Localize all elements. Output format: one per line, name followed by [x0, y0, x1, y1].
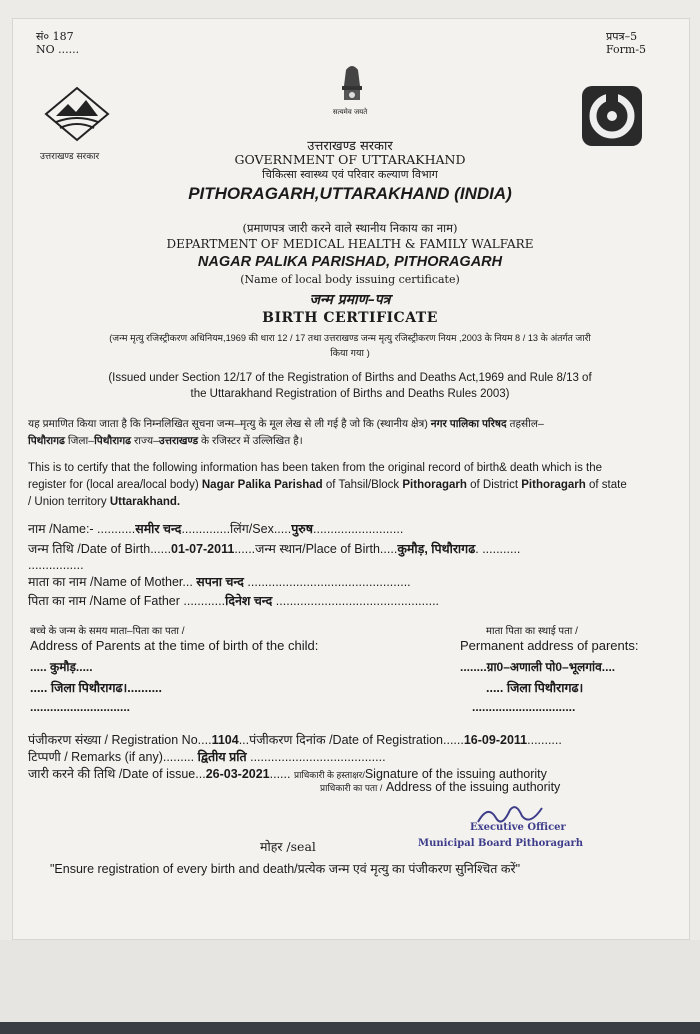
addr-birth-line3: .............................. — [30, 700, 131, 714]
form-number-hi: प्रपत्र–5 — [606, 30, 638, 43]
bottom-margin — [0, 940, 700, 1022]
certify-en-tahsil-value: Pithoragarh — [402, 479, 467, 491]
father-trail: ............................................... — [275, 594, 440, 608]
issuer-caption-hi: (प्रमाणपत्र जारी करने वाले स्थानीय निकाय का नाम) — [242, 221, 458, 235]
certify-en-state-label: of state — [589, 479, 627, 491]
reg-no-value: 1104 — [211, 733, 239, 747]
name-value: समीर चन्द — [135, 522, 182, 536]
dob-label: जन्म तिथि /Date of Birth...... — [28, 542, 172, 556]
certify-hi-state-label: राज्य– — [133, 435, 159, 447]
certify-en-district-value: Pithoragarh — [521, 479, 586, 491]
seal-label: मोहर /seal — [260, 839, 316, 854]
addr-birth-label-hi: बच्चे के जन्म के समय माता–पिता का पता / — [30, 626, 185, 637]
state-logo-caption: उत्तराखण्ड सरकार — [40, 152, 100, 162]
govt-name-hi: उत्तराखण्ड सरकार — [307, 139, 393, 154]
certify-en-local-value: Nagar Palika Parishad — [201, 479, 323, 491]
addr-perm-line2: ..... जिला पिथौरागढ। — [486, 681, 584, 695]
certify-en-local-label: register for (local area/local body) — [28, 479, 199, 491]
certify-en-district-label: of District — [470, 479, 519, 491]
act-reference-en-line2: the Uttarakhand Registration of Births and Deaths Rules 2003) — [190, 388, 510, 400]
signature-label-en: Signature of the issuing authority — [364, 767, 547, 781]
reg-date-trail: .......... — [527, 733, 562, 747]
stamp-line-2: Municipal Board Pithoragarh — [418, 838, 584, 849]
dept-name-hi: चिकित्सा स्वास्थ्य एवं परिवार कल्याण विभाग — [262, 168, 438, 181]
certify-hi-tahsil: तहसील– — [509, 418, 544, 430]
certify-en-ut-label: / Union territory — [28, 496, 107, 508]
dob-place-row — [28, 540, 520, 557]
authority-address-en: Address of the issuing authority — [385, 780, 561, 794]
mother-value: सपना चन्द — [196, 575, 244, 589]
stamp-line-1: Executive Officer — [470, 822, 566, 833]
certify-en-line1: This is to certify that the following information has been taken from the original record of birth& death which is the — [28, 462, 603, 474]
name-label: नाम /Name:- ........... — [28, 522, 136, 536]
act-reference-hi-line2: किया गया ) — [330, 348, 370, 359]
issue-value: 26-03-2021 — [205, 767, 270, 781]
father-value: दिनेश चन्द — [225, 594, 273, 608]
signature-label-hi: प्राधिकारी के हस्ताक्षर/ — [293, 770, 365, 780]
pob-continuation: ................ — [28, 558, 84, 572]
reg-date-value: 16-09-2011 — [463, 733, 528, 747]
certificate-title-hi: जन्म प्रमाण–पत्र — [309, 292, 391, 308]
addr-birth-label-en: Address of Parents at the time of birth of the child: — [30, 638, 319, 653]
name-sex-row — [28, 520, 403, 537]
location-title: PITHORAGARH,UTTARAKHAND (INDIA) — [188, 184, 512, 203]
national-emblem-icon — [332, 60, 372, 108]
addr-birth-line2: ..... जिला पिथौरागढ।.......... — [30, 681, 162, 695]
certify-hi-tahsil-value: पिथौरागढ — [28, 435, 65, 447]
remarks-row — [28, 748, 386, 765]
reg-no-label: पंजीकरण संख्या / Registration No.... — [28, 733, 212, 747]
issue-trail: ...... — [269, 767, 291, 781]
addr-birth-line1: ..... कुमौड़..... — [30, 660, 93, 674]
dept-name-en: DEPARTMENT OF MEDICAL HEALTH & FAMILY WALFARE — [166, 237, 534, 251]
father-row — [28, 592, 439, 609]
certificate-title-en: BIRTH CERTIFICATE — [262, 310, 438, 326]
certify-paragraph-en — [28, 460, 676, 511]
addr-perm-label-hi: माता पिता का स्थाई पता / — [486, 626, 578, 637]
remarks-value: द्वितीय प्रति — [197, 750, 247, 764]
pob-label: ......जन्म स्थान/Place of Birth..... — [234, 542, 398, 556]
remarks-trail: ....................................... — [250, 750, 386, 764]
addr-perm-label-en: Permanent address of parents: — [460, 638, 639, 653]
mother-trail: ............................................... — [247, 575, 411, 589]
mother-row — [28, 573, 411, 590]
serial-number-en: NO ...... — [36, 43, 80, 56]
father-label: पिता का नाम /Name of Father ............ — [28, 594, 226, 608]
authority-address-hi: प्राधिकारी का पता / — [320, 783, 383, 793]
footer-note: "Ensure registration of every birth and death/प्रत्येक जन्म एवं मृत्यु का पंजीकरण सुनिश्चित करें" — [50, 862, 521, 876]
certify-hi-district-value: पिथौरागढ — [94, 435, 132, 447]
sex-trail: .......................... — [313, 522, 404, 536]
act-reference-hi-line1: (जन्म मृत्यु रजिस्ट्रीकरण अधिनियम,1969 की धारा 12 / 17 तथा उत्तराखण्ड जन्म मृत्यु रजिस्ट्रीकरण नियम ,2003 के नियम 8 / 13 के अंतर्गत जारी — [109, 333, 591, 343]
pob-trail: . ........... — [475, 542, 521, 556]
mother-label: माता का नाम /Name of Mother... — [28, 575, 193, 589]
remarks-label: टिप्पणी / Remarks (if any)......... — [28, 750, 195, 764]
govt-name-en: GOVERNMENT OF UTTARAKHAND — [234, 152, 466, 167]
act-reference-en-line1: (Issued under Section 12/17 of the Registration of Births and Deaths Act,1969 and Rule 8/13 of — [108, 372, 592, 384]
sex-label: ..............लिंग/Sex..... — [181, 522, 292, 536]
issue-label: जारी करने की तिथि /Date of issue... — [28, 767, 206, 781]
dob-value: 01-07-2011 — [171, 542, 235, 556]
addr-perm-line3: ............................... — [472, 700, 576, 714]
certify-hi-end: के रजिस्टर में उल्लिखित है। — [201, 435, 303, 447]
pob-value: कुमौड़, पिथौरागढ — [397, 542, 476, 556]
certify-hi-state-value: उत्तराखण्ड — [158, 435, 199, 447]
registration-row — [28, 731, 562, 748]
sex-value: पुरुष — [291, 522, 313, 536]
form-number-en: Form-5 — [606, 43, 647, 56]
serial-number-hi: सं० 187 — [36, 30, 74, 43]
local-body-name: NAGAR PALIKA PARISHAD, PITHORAGARH — [197, 254, 503, 270]
reg-date-label: ...पंजीकरण दिनांक /Date of Registration...... — [238, 733, 464, 747]
certify-en-ut-value: Uttarakhand. — [109, 496, 181, 508]
certify-hi-text: यह प्रमाणित किया जाता है कि निम्नलिखित सूचना जन्म–मृत्यु के मूल लेख से ली गई है जो कि (स्थानीय क्षेत्र) — [28, 418, 428, 430]
addr-perm-line1: ........ग्रा0–अणाली पो0–भूलगांव.... — [460, 660, 616, 674]
certify-paragraph-hi — [28, 416, 676, 450]
certify-en-tahsil-label: of Tahsil/Block — [325, 479, 400, 491]
certify-hi-district-label: जिला– — [67, 435, 95, 447]
issuer-caption-en: (Name of local body issuing certificate) — [240, 273, 460, 286]
emblem-motto: सत्यमेव जयते — [332, 108, 368, 116]
authority-address-row — [320, 780, 560, 794]
certify-hi-body: नगर पालिका परिषद — [430, 418, 507, 430]
